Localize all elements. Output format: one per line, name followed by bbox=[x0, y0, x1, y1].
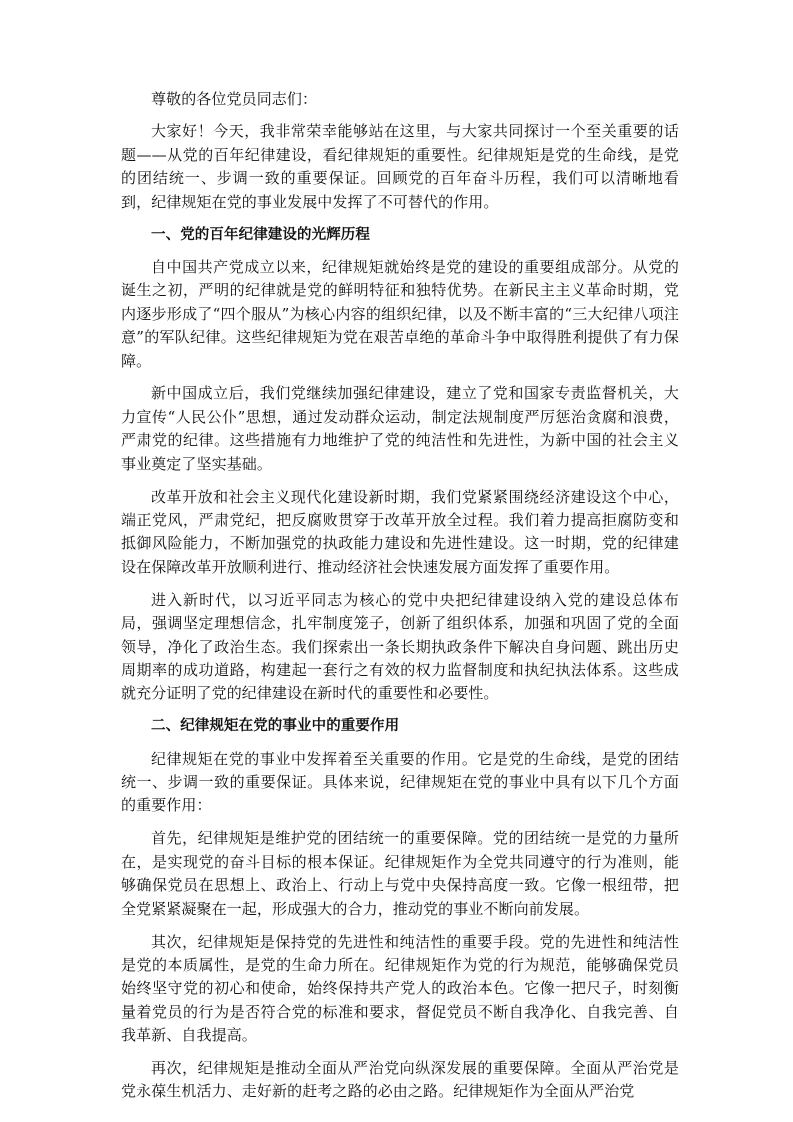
section-1-paragraph-3: 改革开放和社会主义现代化建设新时期，我们党紧紧围绕经济建设这个中心，端正党风，严肃党纪，把反腐败贯穿于改革开放全过程。我们着力提高拒腐防变和抵御风险能力，不断加强党的执政能力建设和先进性建设。这一时期，党的纪律建设在保障改革开放顺利进行、推动经济社会快速发展方面发挥了重要作用。 bbox=[121, 487, 679, 576]
intro-paragraph: 大家好！今天，我非常荣幸能够站在这里，与大家共同探讨一个至关重要的话题——从党的百年纪律建设，看纪律规矩的重要性。纪律规矩是党的生命线，是党的团结统一、步调一致的重要保证。回顾党的百年奋斗历程，我们可以清晰地看到，纪律规矩在党的事业发展中发挥了不可替代的作用。 bbox=[121, 122, 679, 211]
section-1-paragraph-2: 新中国成立后，我们党继续加强纪律建设，建立了党和国家专责监督机关，大力宣传“人民公仆”思想，通过发动群众运动，制定法规制度严厉惩治贪腐和浪费，严肃党的纪律。这些措施有力地维护了党的纯洁性和先进性，为新中国的社会主义事业奠定了坚实基础。 bbox=[121, 384, 679, 473]
greeting: 尊敬的各位党员同志们： bbox=[151, 90, 318, 108]
section-1-paragraph-4: 进入新时代，以习近平同志为核心的党中央把纪律建设纳入党的建设总体布局，强调坚定理想信念，扎牢制度笼子，创新了组织体系，加强和巩固了党的全面领导，净化了政治生态。我们探索出一条长期执政条件下解决自身问题、跳出历史周期率的成功道路，构建起一套行之有效的权力监督制度和执纪执法体系。这些成就充分证明了党的纪律建设在新时代的重要性和必要性。 bbox=[121, 590, 679, 703]
section-heading-2: 二、纪律规矩在党的事业中的重要作用 bbox=[151, 718, 400, 735]
section-2-paragraph-3: 其次，纪律规矩是保持党的先进性和纯洁性的重要手段。党的先进性和纯洁性是党的本质属性，是党的生命力所在。纪律规矩作为党的行为规范，能够确保党员始终坚守党的初心和使命，始终保持共产党人的政治本色。它像一把尺子，时刻衡量着党员的行为是否符合党的标准和要求，督促党员不断自我净化、自我完善、自我革新、自我提高。 bbox=[121, 932, 679, 1045]
document-body bbox=[121, 88, 679, 1113]
section-2-paragraph-1: 纪律规矩在党的事业中发挥着至关重要的作用。它是党的生命线，是党的团结统一、步调一致的重要保证。具体来说，纪律规矩在党的事业中具有以下几个方面的重要作用： bbox=[121, 749, 679, 815]
section-2-paragraph-4: 再次，纪律规矩是推动全面从严治党向纵深发展的重要保障。全面从严治党是党永葆生机活力、走好新的赶考之路的必由之路。纪律规矩作为全面从严治党 bbox=[121, 1059, 679, 1101]
section-heading-1: 一、党的百年纪律建设的光辉历程 bbox=[151, 226, 370, 243]
section-1-paragraph-1: 自中国共产党成立以来，纪律规矩就始终是党的建设的重要组成部分。从党的诞生之初，严明的纪律就是党的鲜明特征和独特优势。在新民主主义革命时期，党内逐步形成了“四个服从”为核心内容的组织纪律，以及不断丰富的“三大纪律八项注意”的军队纪律。这些纪律规矩为党在艰苦卓绝的革命斗争中取得胜利提供了有力保障。 bbox=[121, 257, 679, 370]
section-2-paragraph-2: 首先，纪律规矩是维护党的团结统一的重要保障。党的团结统一是党的力量所在，是实现党的奋斗目标的根本保证。纪律规矩作为全党共同遵守的行为准则，能够确保党员在思想上、政治上、行动上与党中央保持高度一致。它像一根纽带，把全党紧紧凝聚在一起，形成强大的合力，推动党的事业不断向前发展。 bbox=[121, 829, 679, 918]
